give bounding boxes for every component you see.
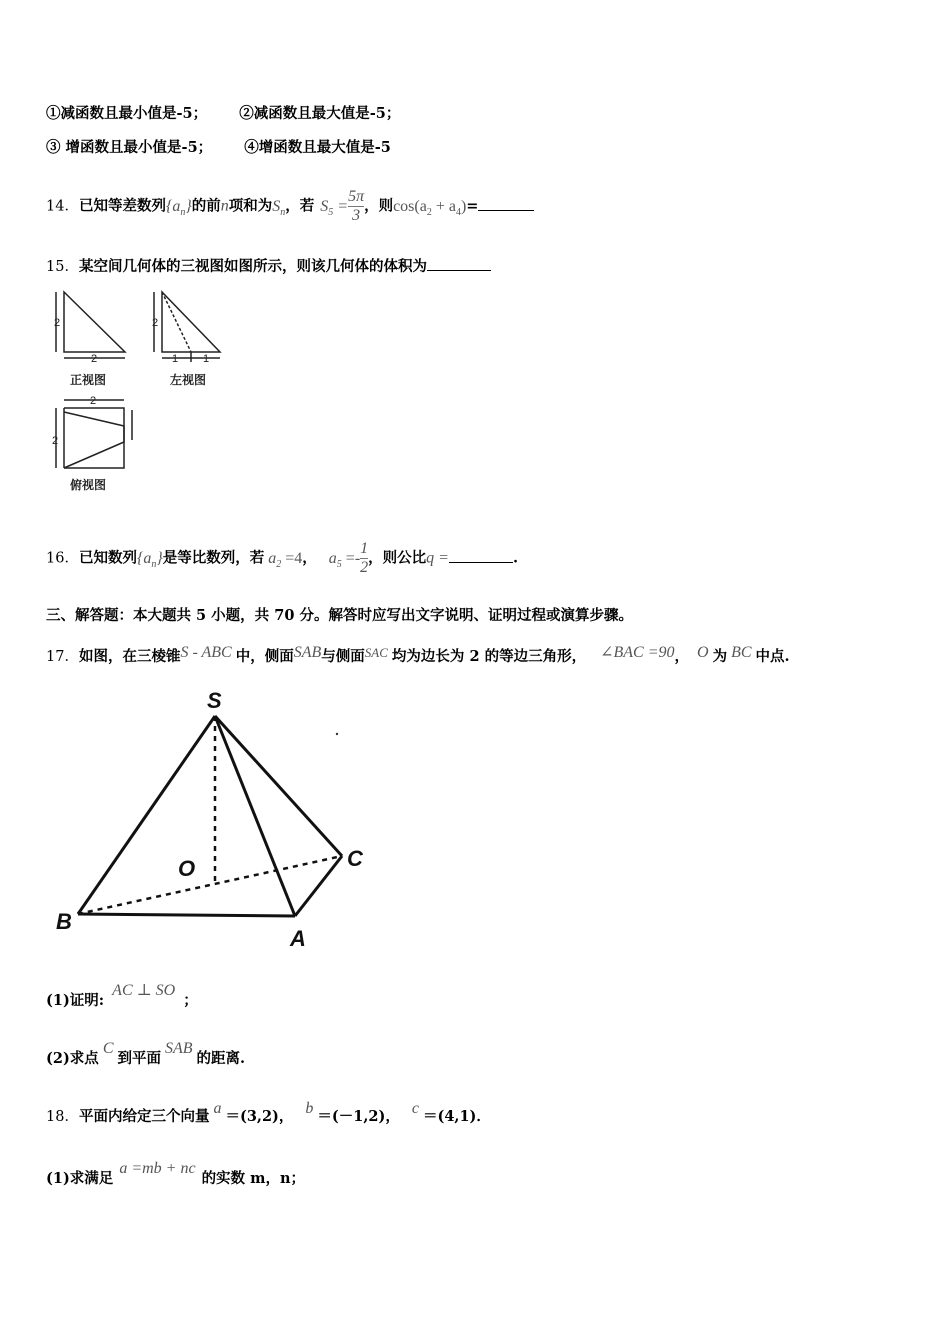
- q17-math-6: BC: [731, 644, 752, 661]
- front-view-triangle: [64, 292, 125, 352]
- q18-text-1: 平面内给定三个向量: [78, 1108, 210, 1125]
- q16-frac-den: 2: [360, 559, 369, 576]
- front-view-label: 正视图: [70, 373, 107, 387]
- q16-a2-val: =4: [285, 549, 303, 567]
- left-view-triangle: [162, 292, 220, 352]
- q18-c-value: ＝(4,1)．: [422, 1108, 491, 1125]
- q14-expr-a: cos(a: [393, 197, 427, 215]
- front-width-label: 2: [91, 353, 98, 365]
- question-17: [46, 640, 790, 670]
- q16-a5: [328, 549, 361, 570]
- vertex-C-label: C: [347, 846, 363, 871]
- edge-AC: [295, 856, 342, 916]
- left-width-label-2: 1: [203, 353, 210, 365]
- q18-vector-b: b: [305, 1100, 314, 1117]
- q14-text-1: 已知等差数列: [78, 197, 166, 215]
- q16-a5-sub: 5: [336, 558, 342, 570]
- q18-vector-a: a: [213, 1100, 222, 1117]
- vertex-S-label: S: [207, 688, 222, 713]
- q17-p2-end: 的距离.: [196, 1050, 246, 1067]
- q14-text-4: ，若: [285, 197, 315, 215]
- q16-text-2: 是等比数列，若: [162, 549, 265, 567]
- left-width-label-1: 1: [172, 353, 179, 365]
- question-14: [46, 188, 534, 230]
- left-height-label: 2: [152, 317, 159, 329]
- q16-seq: [136, 549, 163, 570]
- answer-blank[interactable]: [449, 548, 513, 563]
- q17-p2-text: 到平面: [117, 1050, 161, 1067]
- q16-seq-sub: n: [151, 558, 157, 570]
- question-16: [46, 540, 518, 582]
- q14-seq-end: }: [185, 197, 192, 215]
- q17-p1-label: (1)证明:: [46, 992, 105, 1009]
- q14-text-6: =: [466, 197, 479, 215]
- q14-seq: [165, 197, 192, 218]
- q18-p1-math: a =mb + nc: [119, 1160, 196, 1177]
- q15-text: 某空间几何体的三视图如图所示，则该几何体的体积为: [78, 258, 427, 275]
- q14-n: n: [220, 197, 229, 215]
- q16-a2: [268, 549, 303, 570]
- q14-frac-den: 3: [348, 206, 364, 225]
- q16-a2-a: a: [268, 549, 277, 567]
- vertex-A-label: A: [290, 926, 306, 951]
- q14-expr-mid: + a: [431, 197, 456, 215]
- speck-dot: [336, 733, 338, 735]
- question-number: 17．: [46, 649, 79, 665]
- q16-a2-sub: 2: [276, 558, 282, 570]
- question-number: 16．: [46, 550, 79, 567]
- pyramid-figure: [50, 684, 390, 954]
- q17-p2-math-1: C: [102, 1040, 114, 1057]
- option-2: ②减函数且最大值是-5；: [239, 105, 401, 122]
- edge-BA: [78, 914, 295, 916]
- q16-a5-a: a: [328, 549, 337, 567]
- q14-seq-sub: n: [180, 206, 186, 218]
- q14-fraction: [348, 188, 364, 225]
- q14-expr-end: ): [460, 197, 467, 215]
- question-number: 15．: [46, 259, 79, 275]
- q14-S-sub: n: [280, 206, 286, 218]
- q14-text-2: 的前: [191, 197, 221, 215]
- question-15: [46, 256, 491, 277]
- q14-text-3: 项和为: [228, 197, 273, 215]
- q17-math-2: SAB: [293, 644, 322, 661]
- q18-p1-label: (1)求满足: [46, 1170, 114, 1187]
- q16-seq-end: }: [156, 549, 163, 567]
- vertex-B-label: B: [56, 909, 72, 934]
- answer-blank[interactable]: [427, 256, 491, 271]
- q14-S5: [320, 197, 349, 218]
- point-O-label: O: [178, 856, 196, 881]
- q16-text-3: ，: [302, 549, 317, 567]
- q17-text-7: 中点.: [755, 648, 790, 665]
- three-views-figure: [44, 286, 234, 496]
- q17-part-2: [46, 1036, 245, 1072]
- q16-a5-eq: =-: [345, 549, 361, 567]
- top-width-label: 2: [90, 395, 97, 407]
- question-number: 18．: [46, 1109, 79, 1125]
- q14-expr-sub1: 2: [426, 206, 432, 218]
- q14-text-5: ，则: [364, 197, 394, 215]
- q17-text-6: 为: [712, 648, 728, 665]
- q16-text-4: ，则公比: [368, 549, 427, 567]
- q17-p2-math-2: SAB: [164, 1040, 193, 1057]
- edge-SC: [215, 716, 342, 856]
- left-view-hidden-edge: [162, 292, 191, 352]
- option-line-2: [46, 138, 391, 158]
- q18-vector-c: c: [411, 1100, 419, 1117]
- top-height-label: 2: [52, 435, 59, 447]
- section-3-heading: 三、解答题：本大题共 5 小题，共 70 分。解答时应写出文字说明、证明过程或演算步骤。: [46, 607, 633, 624]
- top-view-diagonal-1: [64, 412, 124, 426]
- q17-text-2: 中，侧面: [235, 648, 294, 665]
- q18-a-value: ＝(3,2)，: [225, 1108, 294, 1125]
- q14-frac-num: 5π: [348, 188, 365, 205]
- q17-math-5: O: [697, 644, 709, 661]
- option-1: ①减函数且最小值是-5；: [46, 105, 208, 122]
- q14-expr-sub2: 4: [455, 206, 461, 218]
- question-number: 14．: [46, 198, 79, 215]
- top-view-label: 俯视图: [70, 478, 107, 492]
- q17-p1-end: ；: [183, 992, 198, 1009]
- q14-S: S: [272, 197, 281, 215]
- q14-seq-a: {a: [165, 197, 181, 215]
- q18-part-1: [46, 1156, 305, 1192]
- q17-text-4: 均为边长为 2 的等边三角形，: [391, 648, 587, 665]
- q16-q: q =: [426, 549, 449, 567]
- q18-p1-end: 的实数 m，n；: [201, 1170, 305, 1187]
- left-view-label: 左视图: [170, 373, 207, 387]
- q16-seq-a: {a: [136, 549, 152, 567]
- option-line-1: [46, 104, 400, 124]
- q17-math-3: SAC: [364, 645, 388, 660]
- q17-p1-math: AC ⊥ SO: [112, 982, 176, 999]
- q17-p2-label: (2)求点: [46, 1050, 99, 1067]
- top-view-outline: [64, 408, 124, 468]
- q17-text-1: 如图，在三棱锥: [78, 648, 181, 665]
- edge-SA: [215, 716, 295, 916]
- q14-expr: [393, 197, 467, 218]
- option-3: ③ 增函数且最小值是-5；: [46, 139, 213, 156]
- q18-b-value: ＝(－1,2)，: [317, 1108, 400, 1125]
- q16-fraction: [360, 540, 368, 577]
- front-height-label: 2: [54, 317, 61, 329]
- top-view-diagonal-2: [64, 442, 124, 468]
- q17-part-1: [46, 978, 198, 1014]
- q14-S5-s: S: [320, 197, 329, 215]
- q14-Sn: [272, 197, 286, 218]
- answer-blank[interactable]: [478, 196, 534, 211]
- q17-text-3: 与侧面: [321, 648, 365, 665]
- q17-text-5: ，: [674, 648, 689, 665]
- q17-math-1: S - ABC: [180, 644, 232, 661]
- option-4: ④增函数且最大值是-5: [244, 139, 391, 156]
- q16-end: .: [512, 549, 519, 567]
- q16-frac-num: 1: [360, 540, 369, 557]
- q16-text-1: 已知数列: [78, 549, 137, 567]
- question-18: [46, 1096, 491, 1130]
- q14-eq: =: [337, 197, 349, 215]
- q17-math-4: ∠BAC =90: [600, 644, 675, 661]
- q14-S5-sub: 5: [328, 206, 334, 218]
- edge-SB: [78, 716, 215, 914]
